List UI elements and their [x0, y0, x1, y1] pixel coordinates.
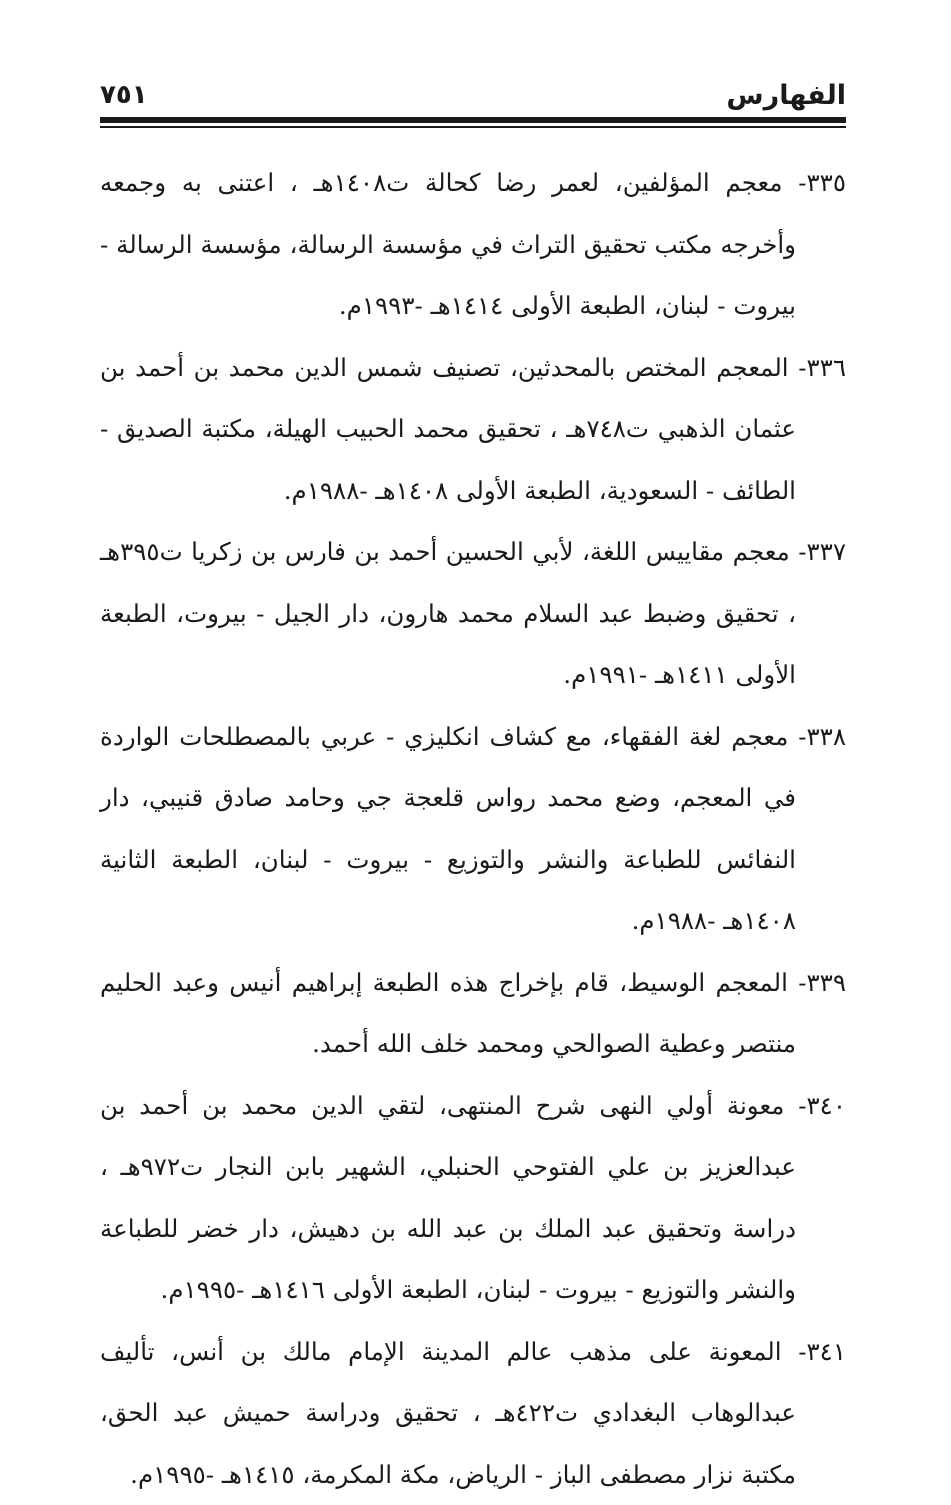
entry-text: المعجم المختص بالمحدثين، تصنيف شمس الدين محمد بن أحمد بن عثمان الذهبي ت٧٤٨هـ ، تحقيق محمد الحبيب الهيلة، مكتبة الصديق - الطائف - السعودية، الطبعة الأولى ١٤٠٨هـ -١٩٨٨م. [100, 353, 796, 505]
header-rule-thin [100, 126, 846, 128]
entry-number: ٣٣٥- [798, 168, 846, 197]
entry-number: ٣٣٩- [798, 968, 846, 997]
entry-text: المعونة على مذهب عالم المدينة الإمام مالك بن أنس، تأليف عبدالوهاب البغدادي ت٤٢٢هـ ، تحقيق ودراسة حميش عبد الحق، مكتبة نزار مصطفى الباز - الرياض، مكة المكرمة، ١٤١٥هـ -١٩٩٥م. [100, 1337, 796, 1489]
bibliography-entry [100, 1075, 846, 1321]
bibliography-entry [100, 152, 846, 337]
page-number: ٧٥١ [100, 80, 148, 110]
entry-number: ٣٣٨- [798, 722, 846, 751]
bibliography-entry [100, 706, 846, 952]
bibliography-entry [100, 337, 846, 522]
bibliography-list [100, 152, 846, 1505]
running-title: الفهارس [726, 80, 846, 111]
entry-text: معجم مقاييس اللغة، لأبي الحسين أحمد بن فارس بن زكريا ت٣٩٥هـ ، تحقيق وضبط عبد السلام محمد هارون، دار الجيل - بيروت، الطبعة الأولى ١٤١١هـ -١٩٩١م. [100, 537, 796, 689]
page-header [100, 78, 846, 120]
entry-number: ٣٤١- [798, 1337, 846, 1366]
entry-text: معونة أولي النهى شرح المنتهى، لتقي الدين محمد بن أحمد بن عبدالعزيز بن علي الفتوحي الحنبلي، الشهير بابن النجار ت٩٧٢هـ ، دراسة وتحقيق عبد الملك بن عبد الله بن دهيش، دار خضر للطباعة والنشر والتوزيع - بيروت - لبنان، الطبعة الأولى ١٤١٦هـ -١٩٩٥م. [100, 1091, 796, 1305]
header-rule-thick [100, 117, 846, 123]
entry-number: ٣٣٦- [798, 353, 846, 382]
entry-text: معجم المؤلفين، لعمر رضا كحالة ت١٤٠٨هـ ، اعتنى به وجمعه وأخرجه مكتب تحقيق التراث في مؤسسة الرسالة، مؤسسة الرسالة - بيروت - لبنان، الطبعة الأولى ١٤١٤هـ -١٩٩٣م. [100, 168, 796, 320]
bibliography-entry [100, 952, 846, 1075]
bibliography-entry [100, 521, 846, 706]
entry-number: ٣٣٧- [798, 537, 846, 566]
entry-number: ٣٤٠- [798, 1091, 846, 1120]
entry-text: معجم لغة الفقهاء، مع كشاف انكليزي - عربي بالمصطلحات الواردة في المعجم، وضع محمد رواس قلعجة جي وحامد صادق قنيبي، دار النفائس للطباعة والنشر والتوزيع - بيروت - لبنان، الطبعة الثانية ١٤٠٨هـ -١٩٨٨م. [100, 722, 796, 936]
entry-text: المعجم الوسيط، قام بإخراج هذه الطبعة إبراهيم أنيس وعبد الحليم منتصر وعطية الصوالحي ومحمد خلف الله أحمد. [100, 968, 796, 1059]
bibliography-entry [100, 1321, 846, 1505]
